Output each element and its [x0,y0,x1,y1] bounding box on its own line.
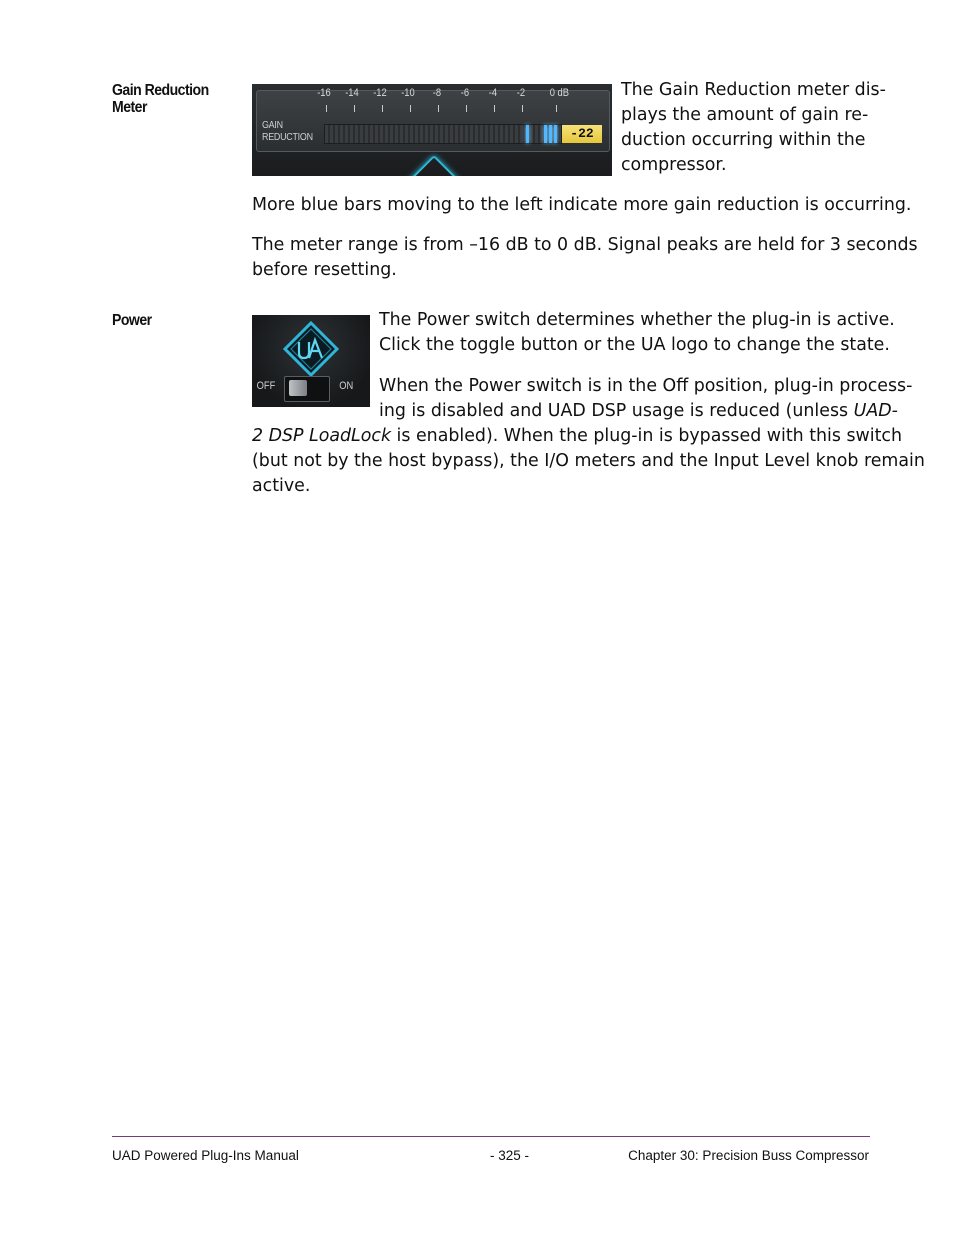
meter-bar [554,125,557,143]
ua-logo-partial-icon [403,155,465,176]
scale-tick [466,105,467,112]
gain-reduction-intro-line: The Gain Reduction meter dis- [621,80,886,100]
scale-tick [382,105,383,112]
meter-label-gain: GAIN [262,119,283,131]
meter-bar [526,125,529,143]
power-toggle [284,376,330,402]
scale-label: -12 [373,87,387,99]
power-para-2-text: is enabled). When the plug-in is bypassed with this switch [391,426,902,446]
power-para-2-line: When the Power switch is in the Off position, plug-in process- [379,376,913,396]
footer-manual-title: UAD Powered Plug-Ins Manual [112,1148,299,1163]
scale-tick [410,105,411,112]
power-para-2-line [252,424,902,449]
power-switch-image [252,315,370,407]
power-para-1-line: The Power switch determines whether the plug-in is active. [379,310,895,330]
meter-label-reduction: REDUCTION [262,131,313,143]
scale-tick [556,105,557,112]
scale-tick [494,105,495,112]
footer-page-number: - 325 - [490,1148,530,1163]
gain-reduction-readout: -22 [562,125,602,143]
power-para-2-emphasis: UAD- [853,401,898,421]
scale-tick [354,105,355,112]
ua-logo-icon [282,320,340,378]
footer-chapter-title: Chapter 30: Precision Buss Compressor [628,1148,869,1163]
gain-reduction-intro-line: compressor. [621,155,727,175]
section-heading-power: Power [112,312,152,329]
scale-label: -8 [432,87,442,99]
power-para-1-line: Click the toggle button or the UA logo to change the state. [379,335,890,355]
power-toggle-knob [289,380,307,396]
scale-label: -16 [317,87,331,99]
scale-label: -4 [488,87,498,99]
scale-label: -6 [460,87,470,99]
power-para-2-line [379,399,898,424]
power-para-2-line: (but not by the host bypass), the I/O meters and the Input Level knob remain [252,451,925,471]
scale-tick [522,105,523,112]
gain-reduction-meter-image [252,84,612,176]
power-off-label: OFF [256,380,276,392]
gain-reduction-intro-line: duction occurring within the [621,130,866,150]
scale-tick [326,105,327,112]
gain-reduction-intro-line: plays the amount of gain re- [621,105,869,125]
meter-bar [549,125,552,143]
gain-reduction-para-2: More blue bars moving to the left indicate more gain reduction is occurring. [252,195,912,215]
power-para-2-line: active. [252,476,311,496]
scale-tick [438,105,439,112]
meter-bar [544,125,547,143]
power-on-label: ON [339,380,354,392]
scale-label: -14 [345,87,359,99]
footer-rule [112,1136,870,1137]
power-para-2-text: ing is disabled and UAD DSP usage is reduced (unless [379,401,854,421]
power-para-2-emphasis: 2 DSP LoadLock [252,426,392,446]
scale-label: -2 [516,87,526,99]
scale-label: -10 [401,87,415,99]
section-heading-gain-reduction: Gain Reduction Meter [112,82,209,116]
scale-label: 0 dB [549,87,569,99]
gain-reduction-para-3-line: The meter range is from –16 dB to 0 dB. Signal peaks are held for 3 seconds [252,235,918,255]
gain-reduction-para-3-line: before resetting. [252,260,397,280]
